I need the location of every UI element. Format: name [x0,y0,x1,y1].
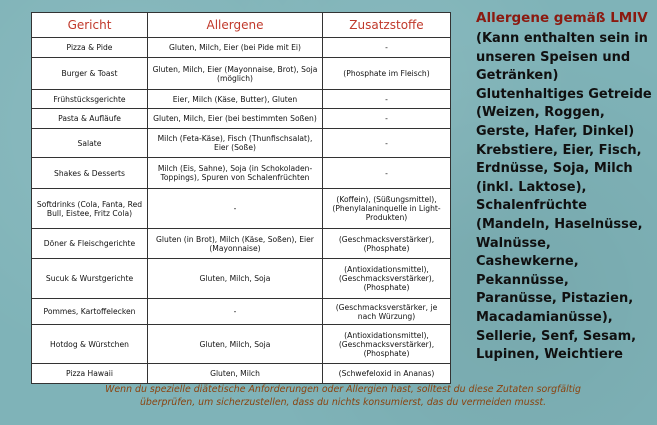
table-row [32,299,451,325]
allergens-cell: - [148,189,323,229]
table-row [32,364,451,384]
additives-cell: (Antioxidationsmittel), (Geschmacksverstärker), (Phosphate) [323,325,451,364]
allergens-cell: Gluten, Milch [148,364,323,384]
additives-cell: (Schwefeloxid in Ananas) [323,364,451,384]
table-row [32,38,451,58]
additives-cell: - [323,38,451,58]
table-row [32,109,451,129]
allergens-cell: - [148,299,323,325]
dish-cell: Pizza Hawaii [32,364,148,384]
dish-cell: Frühstücksgerichte [32,90,148,109]
table-row [32,129,451,158]
additives-cell: (Koffein), (Süßungsmittel), (Phenylalaninquelle in Light-Produkten) [323,189,451,229]
dish-cell: Hotdog & Würstchen [32,325,148,364]
allergens-cell: Milch (Eis, Sahne), Soja (in Schokoladen-Toppings), Spuren von Schalenfrüchten [148,158,323,189]
additives-cell: (Phosphate im Fleisch) [323,58,451,90]
allergy-notice: Wenn du spezielle diätetische Anforderungen oder Allergien hast, solltest du diese Zutaten sorgfältig überprüfen, um sicherzustellen, dass du nichts konsumierst, das du vermeiden musst. [105,384,581,408]
dish-cell: Sucuk & Wurstgerichte [32,259,148,299]
allergen-info-title: Allergene gemäß LMIV [476,10,648,26]
table-row [32,158,451,189]
allergens-cell: Gluten (in Brot), Milch (Käse, Soßen), Eier (Mayonnaise) [148,229,323,259]
additives-cell: - [323,109,451,129]
allergen-table-container [31,12,450,384]
table-row [32,58,451,90]
header-allergens: Allergene [148,13,323,38]
allergen-table [31,12,451,384]
allergens-cell: Gluten, Milch, Soja [148,325,323,364]
header-additives: Zusatzstoffe [323,13,451,38]
dish-cell: Salate [32,129,148,158]
table-row [32,90,451,109]
allergens-cell: Gluten, Milch, Eier (Mayonnaise, Brot), Soja (möglich) [148,58,323,90]
allergen-info-panel [476,10,654,365]
additives-cell: (Geschmacksverstärker), (Phosphate) [323,229,451,259]
table-row [32,325,451,364]
additives-cell: - [323,129,451,158]
allergens-cell: Milch (Feta-Käse), Fisch (Thunfischsalat), Eier (Soße) [148,129,323,158]
dish-cell: Softdrinks (Cola, Fanta, Red Bull, Eistee, Fritz Cola) [32,189,148,229]
allergens-cell: Gluten, Milch, Soja [148,259,323,299]
table-row [32,259,451,299]
table-row [32,229,451,259]
additives-cell: - [323,90,451,109]
additives-cell: - [323,158,451,189]
dish-cell: Pizza & Pide [32,38,148,58]
dish-cell: Pasta & Aufläufe [32,109,148,129]
allergens-cell: Gluten, Milch, Eier (bei Pide mit Ei) [148,38,323,58]
header-dish: Gericht [32,13,148,38]
dish-cell: Pommes, Kartoffelecken [32,299,148,325]
table-row [32,189,451,229]
additives-cell: (Geschmacksverstärker, je nach Würzung) [323,299,451,325]
allergens-cell: Gluten, Milch, Eier (bei bestimmten Soßen) [148,109,323,129]
table-header-row [32,13,451,38]
dish-cell: Döner & Fleischgerichte [32,229,148,259]
allergens-cell: Eier, Milch (Käse, Butter), Gluten [148,90,323,109]
dish-cell: Burger & Toast [32,58,148,90]
additives-cell: (Antioxidationsmittel), (Geschmacksverstärker), (Phosphate) [323,259,451,299]
dish-cell: Shakes & Desserts [32,158,148,189]
allergen-info-text: (Kann enthalten sein in unseren Speisen und Getränken) Glutenhaltiges Getreide (Weizen, Roggen, Gerste, Hafer, Dinkel) Krebstiere, Eier, Fisch, Erdnüsse, Soja, Milch (inkl. Laktose), Schalenfrüchte (Mandeln, Haselnüsse, Walnüsse, Cashewkerne, Pekannüsse, Paranüsse, Pistazien, Macadamianüsse), Sellerie, Senf, Sesam, Lupinen, Weichtiere [476,31,652,363]
